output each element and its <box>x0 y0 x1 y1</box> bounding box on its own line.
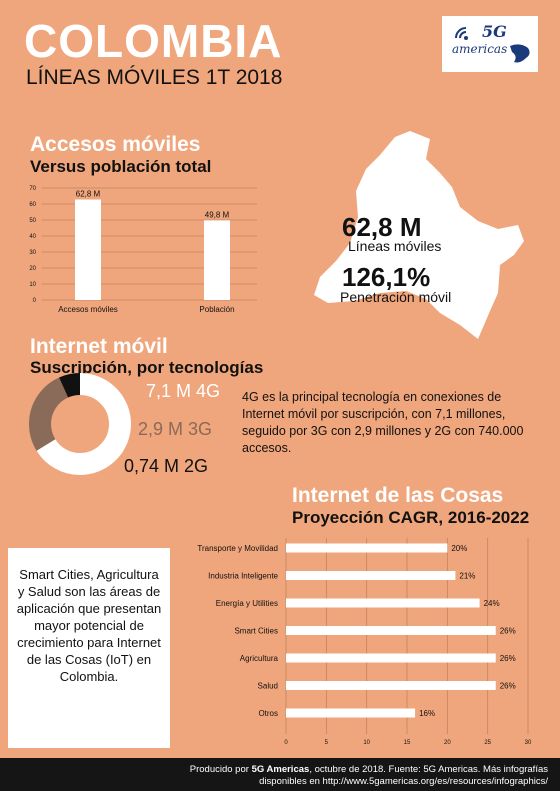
x-tick-label: Accesos móviles <box>58 305 118 314</box>
accesos-subheading: Versus población total <box>30 157 212 176</box>
accesos-heading: Accesos móviles <box>30 133 201 156</box>
lines-label: Líneas móviles <box>348 238 442 254</box>
y-tick-label: 20 <box>29 266 36 272</box>
bar <box>204 220 230 300</box>
bar-value-label: 49,8 M <box>204 210 230 220</box>
x-tick-label: 30 <box>524 740 532 746</box>
iot-info-box <box>8 548 170 748</box>
label-2g: 0,74 M 2G <box>124 456 209 476</box>
accesos-bar-chart <box>22 178 262 318</box>
internet-heading: Internet móvil <box>30 335 168 358</box>
y-category-label: Energía y Utilities <box>215 599 278 608</box>
footer-prefix: Producido por <box>189 764 252 775</box>
bar-value-label: 26% <box>499 654 516 663</box>
bar-value-label: 16% <box>419 709 436 718</box>
bar <box>286 654 496 663</box>
bar-value-label: 62,8 M <box>75 189 101 199</box>
y-tick-label: 70 <box>29 186 36 192</box>
brand-logo <box>442 16 538 72</box>
logo-americas-text: americas <box>452 42 508 56</box>
iot-bar-chart <box>176 534 546 750</box>
footer-credits <box>88 764 548 788</box>
x-tick-label: 15 <box>403 740 411 746</box>
x-tick-label: 5 <box>324 740 329 746</box>
label-3g: 2,9 M 3G <box>138 419 213 439</box>
x-tick-label: Población <box>199 305 235 314</box>
lines-value: 62,8 M <box>342 212 422 242</box>
page-subtitle: LÍNEAS MÓVILES 1T 2018 <box>26 66 283 89</box>
x-tick-label: 25 <box>484 740 492 746</box>
logo-5g-text: 5G <box>482 22 507 41</box>
signal-icon <box>452 22 478 42</box>
footer-suffix: , octubre de 2018. Fuente: 5G Americas. Más infografías <box>309 764 548 775</box>
bar-value-label: 21% <box>459 571 476 581</box>
globe-icon <box>506 42 536 68</box>
y-tick-label: 10 <box>29 282 36 288</box>
y-category-label: Agricultura <box>239 654 278 663</box>
bar <box>286 544 447 553</box>
internet-subheading: Suscripción, por tecnologías <box>30 358 264 377</box>
footer-brand: 5G Americas <box>251 764 310 775</box>
y-category-label: Salud <box>257 681 278 691</box>
y-category-label: Smart Cities <box>234 626 278 636</box>
internet-description: 4G es la principal tecnología en conexiones de Internet móvil por suscripción, con 7,1 millones, seguido por 3G con 2,9 millones y 2G con 740.000 accesos. <box>242 390 524 455</box>
penetration-label: Penetración móvil <box>340 289 452 305</box>
y-tick-label: 60 <box>29 202 36 208</box>
bar-value-label: 26% <box>499 681 516 691</box>
bar <box>75 200 101 300</box>
penetration-value: 126,1% <box>342 262 431 292</box>
y-tick-label: 0 <box>32 298 36 304</box>
bar <box>286 571 455 580</box>
bar-value-label: 26% <box>499 626 516 636</box>
technology-donut-chart <box>28 372 132 476</box>
bar <box>286 599 480 608</box>
bar-value-label: 24% <box>483 599 500 608</box>
page-title: COLOMBIA <box>24 15 283 67</box>
y-tick-label: 50 <box>29 218 36 224</box>
y-category-label: Transporte y Movilidad <box>197 544 278 553</box>
bar <box>286 626 496 635</box>
iot-subheading: Proyección CAGR, 2016-2022 <box>292 508 530 527</box>
bar <box>286 681 496 690</box>
x-tick-label: 0 <box>284 740 288 746</box>
y-category-label: Otros <box>258 709 278 718</box>
label-4g: 7,1 M 4G <box>146 381 221 401</box>
x-tick-label: 20 <box>443 740 451 746</box>
y-category-label: Industria Inteligente <box>208 571 278 581</box>
bar <box>286 709 415 718</box>
footer-link[interactable]: disponibles en http://www.5gamericas.org/es/resources/infographics/ <box>259 776 548 787</box>
bar-value-label: 20% <box>451 544 468 553</box>
iot-box-text: Smart Cities, Agricultura y Salud son las áreas de aplicación que presentan mayor potencial de crecimiento para Internet de las Cosas (IoT) en Colombia. <box>16 567 162 684</box>
y-tick-label: 30 <box>29 250 36 256</box>
iot-heading: Internet de las Cosas <box>292 484 504 507</box>
x-tick-label: 10 <box>363 740 371 746</box>
footer <box>0 758 560 791</box>
y-tick-label: 40 <box>29 234 36 240</box>
